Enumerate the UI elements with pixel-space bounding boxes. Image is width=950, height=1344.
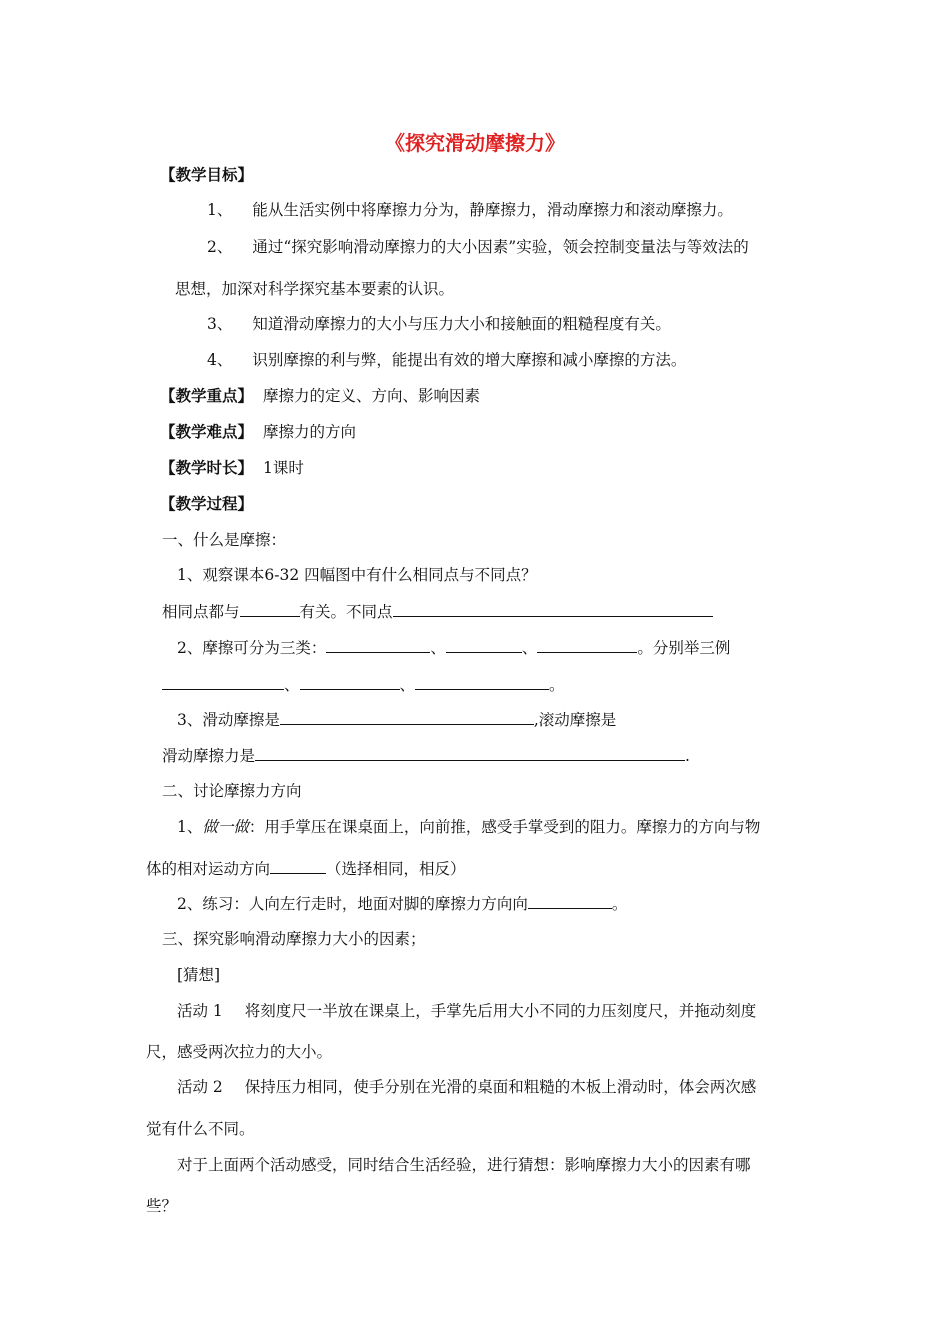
key-point-heading: 【教学重点】: [160, 387, 254, 405]
blank-field[interactable]: [528, 893, 612, 909]
objective-4: [207, 350, 686, 370]
duration-heading: 【教学时长】: [160, 459, 254, 477]
blank-field[interactable]: [537, 637, 637, 653]
blank-field[interactable]: [255, 745, 685, 761]
section-2-title: 二、讨论摩擦力方向: [162, 782, 302, 800]
key-point-text: 摩擦力的定义、方向、影响因素: [263, 387, 481, 405]
activity-1-label: 活动 1: [177, 1002, 223, 1020]
duration-row: [160, 458, 304, 478]
guess-label: [猜想]: [177, 966, 221, 984]
difficulty-text: 摩擦力的方向: [263, 423, 357, 441]
exercise-line: [177, 893, 627, 914]
activity-2: [177, 1077, 756, 1097]
duration-text: 1课时: [263, 459, 304, 477]
line-end: 。: [611, 895, 628, 913]
question-2-text: 2、摩擦可分为三类：: [177, 639, 327, 657]
separator: 、: [521, 639, 538, 657]
process-heading: 【教学过程】: [160, 495, 254, 513]
blank-field[interactable]: [280, 709, 534, 725]
answer-prefix: 相同点都与: [162, 603, 240, 621]
objective-1-num: 1、: [207, 201, 233, 219]
objective-2-continued: 思想，加深对科学探究基本要素的认识。: [175, 280, 455, 298]
activity-do-it: [177, 817, 760, 837]
objective-4-text: 识别摩擦的利与弊，能提出有效的增大摩擦和减小摩擦的方法。: [252, 351, 687, 369]
activity-text: ：用手掌压在课桌面上，向前推，感受手掌受到的阻力。摩擦力的方向与物: [248, 818, 761, 836]
line-end: 。: [549, 676, 565, 694]
question-2-end: 。分别举三例: [637, 639, 731, 657]
objective-2-text: 通过“探究影响滑动摩擦力的大小因素”实验，领会控制变量法与等效法的: [252, 238, 749, 256]
question-1: 1、观察课本6-32 四幅图中有什么相同点与不同点？: [177, 566, 537, 584]
guess-summary: 对于上面两个活动感受，同时结合生活经验，进行猜想：影响摩擦力大小的因素有哪: [177, 1156, 751, 1174]
separator: 、: [399, 676, 416, 694]
key-point-row: [160, 386, 480, 406]
line-end: .: [685, 747, 690, 765]
exercise-text: 2、练习：人向左行走时，地面对脚的摩擦力方向向: [177, 895, 528, 913]
objective-2-num: 2、: [207, 238, 233, 256]
question-1-answer-line: [162, 601, 713, 622]
answer-middle: 有关。不同点: [299, 603, 393, 621]
activity-num: 1、: [177, 818, 203, 836]
activity-2-continued: 觉有什么不同。: [146, 1120, 255, 1138]
separator: 、: [284, 676, 300, 694]
objective-3-num: 3、: [207, 315, 233, 333]
activity-1-continued: 尺，感受两次拉力的大小。: [146, 1043, 333, 1061]
question-3: [177, 709, 616, 730]
activity-1: [177, 1001, 756, 1021]
blank-field[interactable]: [300, 674, 400, 690]
question-2: [177, 637, 730, 658]
objective-2: [207, 237, 749, 257]
objective-1-text: 能从生活实例中将摩擦力分为，静摩擦力，滑动摩擦力和滚动摩擦力。: [252, 201, 733, 219]
objective-4-num: 4、: [207, 351, 233, 369]
activity-2-label: 活动 2: [177, 1078, 223, 1096]
blank-field[interactable]: [270, 858, 326, 874]
objective-1: [207, 200, 733, 220]
blank-field[interactable]: [162, 674, 284, 690]
question-3b-text: 滑动摩擦力是: [162, 747, 256, 765]
difficulty-heading: 【教学难点】: [160, 423, 254, 441]
do-it-label: 做一做: [202, 818, 249, 836]
blank-field[interactable]: [446, 637, 522, 653]
blank-field[interactable]: [240, 601, 300, 617]
blank-field[interactable]: [326, 637, 430, 653]
activity-do-it-continued: [146, 858, 466, 879]
document-title: 《探究滑动摩擦力》: [385, 131, 565, 155]
objectives-heading: 【教学目标】: [160, 166, 254, 184]
question-2-examples-line: [162, 674, 565, 695]
activity-2-text: 保持压力相同，使手分别在光滑的桌面和粗糙的木板上滑动时，体会两次感: [244, 1078, 757, 1096]
blank-field[interactable]: [415, 674, 549, 690]
blank-field[interactable]: [393, 601, 713, 617]
activity-cont-text: 体的相对运动方向: [146, 860, 271, 878]
question-3-continued: [162, 745, 690, 766]
choice-hint: （选择相同，相反）: [326, 860, 466, 878]
section-1-title: 一、什么是摩擦：: [162, 531, 287, 549]
activity-1-text: 将刻度尺一半放在课桌上，手掌先后用大小不同的力压刻度尺，并拖动刻度: [244, 1002, 757, 1020]
question-3-middle: ,滚动摩擦是: [533, 711, 617, 729]
objective-3: [207, 314, 671, 334]
objective-3-text: 知道滑动摩擦力的大小与压力大小和接触面的粗糙程度有关。: [252, 315, 671, 333]
question-3-text: 3、滑动摩擦是: [177, 711, 280, 729]
separator: 、: [430, 639, 446, 657]
section-3-title: 三、探究影响滑动摩擦力大小的因素；: [162, 930, 426, 948]
difficulty-row: [160, 422, 356, 442]
guess-summary-continued: 些？: [146, 1197, 178, 1215]
